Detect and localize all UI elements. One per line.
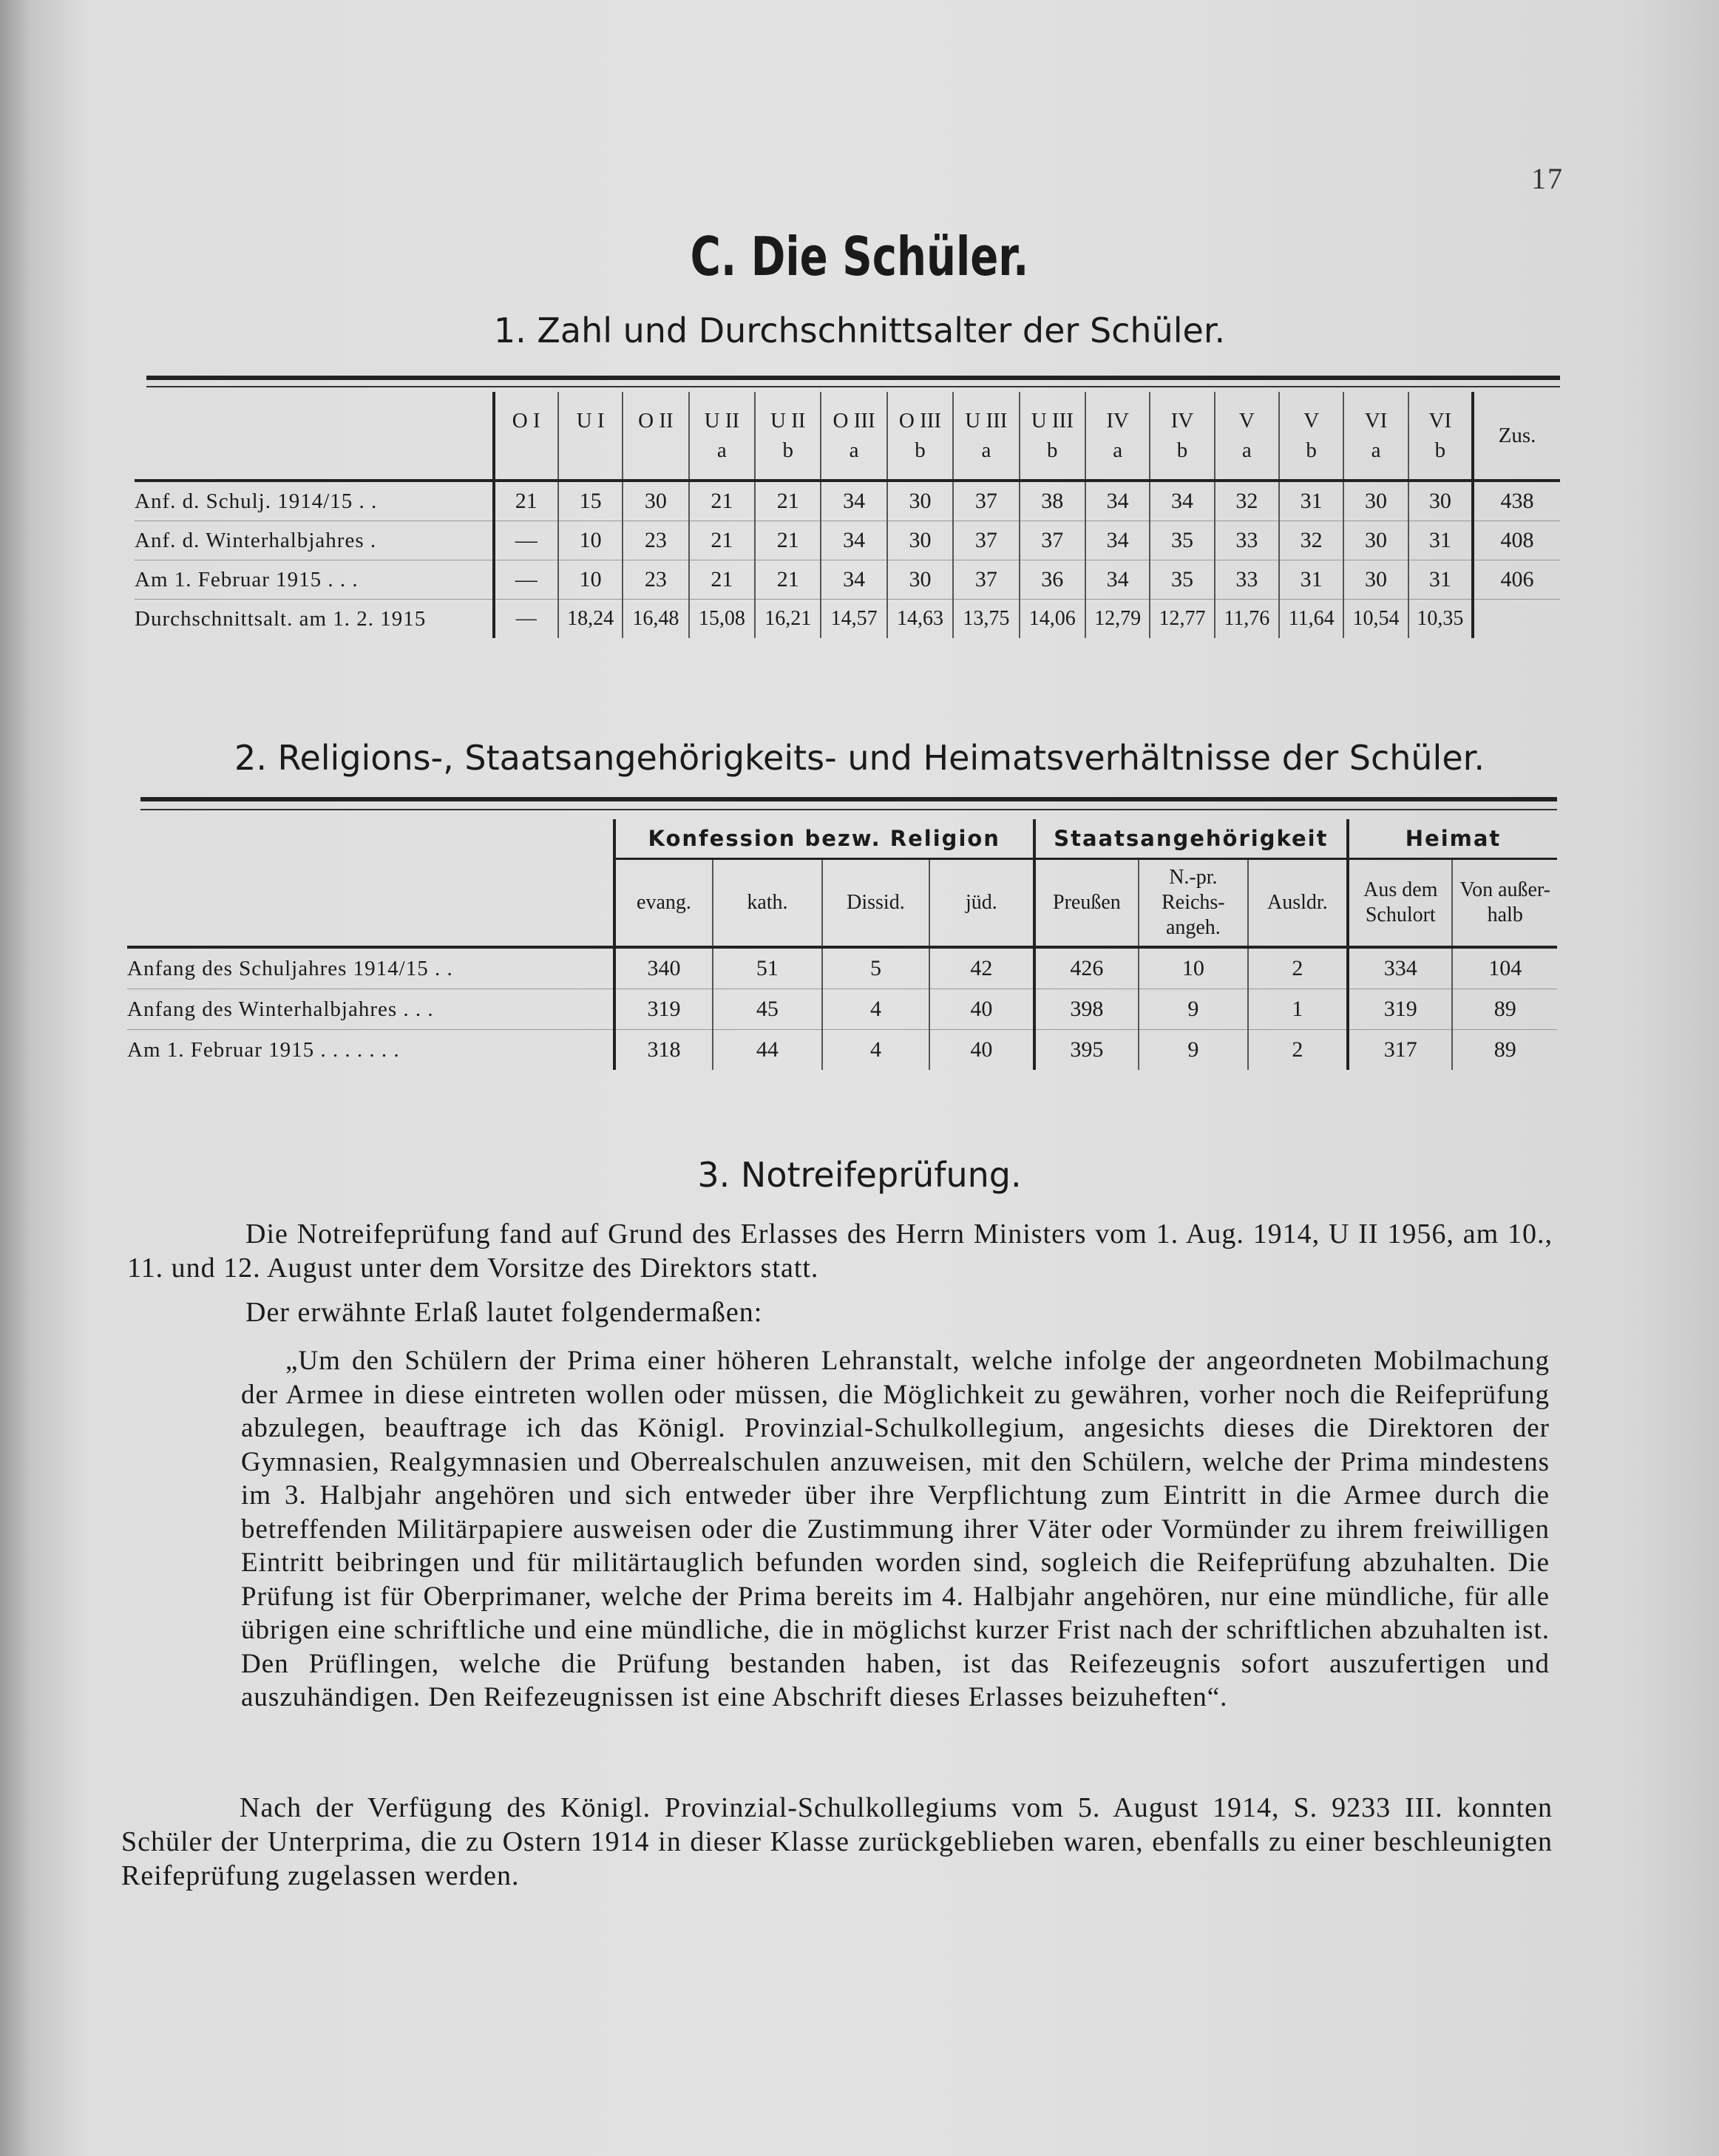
table-cell: 30	[623, 481, 688, 521]
table-cell: 1	[1248, 989, 1348, 1030]
table-cell: 30	[887, 521, 953, 560]
table-cell: 319	[614, 989, 713, 1030]
table-cell: 31	[1408, 521, 1473, 560]
table-cell: 5	[822, 947, 930, 989]
table-cell: 30	[1343, 521, 1408, 560]
column-header	[953, 392, 1019, 481]
column-header-division: b	[1176, 438, 1188, 462]
column-header-class: VI	[1428, 409, 1452, 433]
column-header: kath.	[713, 859, 822, 948]
table-cell-total	[1473, 600, 1560, 639]
group-header-religion: Konfession bezw. Religion	[614, 819, 1034, 859]
header-blank	[127, 819, 614, 947]
table-cell: 9	[1139, 989, 1248, 1030]
table-cell: 36	[1020, 560, 1085, 600]
table-cell: 31	[1279, 481, 1343, 521]
column-header-class: U II	[770, 409, 806, 433]
table-cell: 30	[1343, 481, 1408, 521]
table-cell: 35	[1150, 560, 1214, 600]
table-cell: 34	[1150, 481, 1214, 521]
column-header	[1215, 392, 1279, 481]
column-header-class: V	[1238, 409, 1255, 433]
table-cell: 398	[1034, 989, 1139, 1030]
table-cell: 33	[1215, 521, 1279, 560]
table-cell: 334	[1348, 947, 1452, 989]
section2-top-rule-thin	[140, 809, 1557, 810]
column-header-class: V	[1303, 409, 1320, 433]
table-cell: 21	[755, 481, 821, 521]
row-label: Anfang des Winterhalbjahres . . .	[127, 989, 614, 1030]
column-header-division: a	[1371, 438, 1381, 462]
row-label: Durchschnittsalt. am 1. 2. 1915	[135, 606, 427, 631]
table-cell: —	[494, 600, 558, 639]
table-cell-total: 438	[1473, 481, 1560, 521]
table-cell: 317	[1348, 1030, 1452, 1071]
column-header	[494, 392, 558, 481]
table-cell: 395	[1034, 1030, 1139, 1071]
row-label: Anfang des Schuljahres 1914/15 . .	[127, 947, 614, 989]
decree-quote: „Um den Schülern der Prima einer höheren Lehranstalt, welche infolge der angeordneten Mobilmachung der Armee in diese eintreten wollen oder müssen, die Möglichkeit zu gewähren, vorher noch die Reifeprüfung abzulegen, beauftrage ich das Königl. Provinzial-Schulkollegium, angesichts dieses die Direktoren der Gymnasien, Realgymnasien und Oberrealschulen anzuweisen, mit den Schülern, welche der Prima mindestens im 3. Halbjahr angehören und sich entweder über ihre Verpflichtung zum Eintritt in die Armee durch die betreffenden Militärpapiere ausweisen oder die Zustimmung ihrer Väter oder Vormünder zu ihrem freiwilligen Eintritt beibringen und für militärtauglich befunden worden sind, sogleich die Reifeprüfung abzuhalten. Die Prüfung ist für Oberprimaner, welche der Prima bereits im 4. Halbjahr angehören, nur eine mündliche, für alle übrigen eine schriftliche und eine mündliche, die in möglichst kurzer Frist nach der schriftlichen abzuhalten ist. Den Prüflingen, welche die Prüfung bestanden haben, ist das Reifezeugnis sofort auszufertigen und auszuhändigen. Den Reifezeugnissen ist eine Abschrift dieses Erlasses beizuheften“.	[241, 1346, 1550, 1712]
paragraph-decree-intro: Der erwähnte Erlaß lautet folgendermaßen:	[245, 1297, 763, 1328]
column-header	[821, 392, 886, 481]
table-cell: 44	[713, 1030, 822, 1071]
table-cell: 34	[1085, 481, 1150, 521]
column-header-division: b	[915, 438, 926, 462]
column-header-class: O III	[898, 409, 942, 433]
table-row	[135, 560, 1560, 600]
column-header	[755, 392, 821, 481]
table-cell: —	[494, 521, 558, 560]
table-cell: 89	[1452, 989, 1557, 1030]
column-header	[1279, 392, 1343, 481]
column-header-division: b	[782, 438, 793, 462]
column-header-class: O I	[512, 409, 540, 433]
table-cell: 18,24	[558, 600, 623, 639]
table-cell: 11,76	[1215, 600, 1279, 639]
column-header-division	[559, 435, 622, 465]
religion-citizenship-table	[127, 819, 1557, 1070]
column-header: Ausldr.	[1248, 859, 1348, 948]
table-cell-total: 406	[1473, 560, 1560, 600]
table-cell: 21	[689, 521, 755, 560]
table-cell: 10	[558, 560, 623, 600]
table-cell: 15,08	[689, 600, 755, 639]
paragraph-exam-date: Die Notreifeprüfung fand auf Grund des Erlasses des Herrn Ministers vom 1. Aug. 1914, U II 1956, am 10., 11. und 12. August unter dem Vorsitze des Direktors statt.	[127, 1218, 1553, 1284]
table-cell: 21	[755, 521, 821, 560]
header-blank	[135, 392, 494, 481]
column-header: N.-pr. Reichs-angeh.	[1139, 859, 1248, 948]
table-row	[135, 481, 1560, 521]
table-cell: 21	[689, 481, 755, 521]
table-cell: 14,06	[1020, 600, 1085, 639]
table-cell: 31	[1408, 560, 1473, 600]
column-header-division: a	[716, 438, 727, 462]
column-header-division	[623, 435, 688, 465]
table-cell: 34	[1085, 521, 1150, 560]
table-cell: 33	[1215, 560, 1279, 600]
table-cell: 89	[1452, 1030, 1557, 1071]
table-row	[127, 1030, 1557, 1071]
table-cell: 10	[558, 521, 623, 560]
table-cell: 40	[929, 1030, 1034, 1071]
table-cell: 51	[713, 947, 822, 989]
column-header-division: a	[981, 438, 991, 462]
column-header-class: IV	[1170, 409, 1194, 433]
enrollment-header-row	[135, 392, 1560, 481]
table-row	[127, 947, 1557, 989]
table-cell: 104	[1452, 947, 1557, 989]
column-header-class: O II	[638, 409, 674, 433]
column-header-class: O III	[833, 409, 875, 433]
table-cell: 10	[1139, 947, 1248, 989]
column-header	[689, 392, 755, 481]
section1-title: 1. Zahl und Durchschnittsalter der Schüler.	[493, 311, 1226, 350]
table-cell: 37	[1020, 521, 1085, 560]
table-cell: 10,54	[1343, 600, 1408, 639]
table-cell: 11,64	[1279, 600, 1343, 639]
column-header-division	[495, 435, 557, 465]
table-cell: 45	[713, 989, 822, 1030]
column-header	[1150, 392, 1214, 481]
page-number: 17	[1531, 162, 1564, 195]
enrollment-table	[135, 392, 1560, 638]
column-header	[1343, 392, 1408, 481]
main-heading: C. Die Schüler.	[690, 226, 1029, 288]
column-header: Preußen	[1034, 859, 1139, 948]
table-cell: 15	[558, 481, 623, 521]
section2-title: 2. Religions-, Staatsangehörigkeits- und Heimatsverhältnisse der Schüler.	[234, 738, 1485, 778]
table-cell: 40	[929, 989, 1034, 1030]
table-cell: 21	[494, 481, 558, 521]
column-header-class: U I	[576, 409, 605, 433]
table-cell: 42	[929, 947, 1034, 989]
column-header-division: a	[849, 438, 859, 462]
table-cell: 4	[822, 1030, 930, 1071]
row-label: Anf. d. Winterhalbjahres .	[135, 521, 494, 560]
column-header-class: VI	[1364, 409, 1388, 433]
table-row	[135, 521, 1560, 560]
column-header-class: U II	[704, 409, 740, 433]
column-header	[558, 392, 623, 481]
column-header-division: a	[1241, 438, 1252, 462]
table-cell: 13,75	[953, 600, 1019, 639]
row-label: Anf. d. Schulj. 1914/15 . .	[135, 481, 494, 521]
table-cell: 23	[623, 521, 688, 560]
section3-title: 3. Notreifeprüfung.	[697, 1155, 1022, 1195]
paragraph-unterprima: Nach der Verfügung des Königl. Provinzial-Schulkollegiums vom 5. August 1914, S. 9233 III. konnten Schüler der Unterprima, die zu Ostern 1914 in dieser Klasse zurückgeblieben waren, ebenfalls zu einer beschleunigten Reifeprüfung zugelassen werden.	[121, 1792, 1553, 1891]
column-header: Dissid.	[822, 859, 930, 948]
table-cell: 16,48	[623, 600, 688, 639]
group-header-row	[127, 819, 1557, 859]
group-header-citizenship: Staatsangehörigkeit	[1034, 819, 1348, 859]
column-header-division: b	[1434, 438, 1446, 462]
section1-top-rule-thin	[146, 386, 1560, 387]
table-cell: 34	[821, 560, 886, 600]
column-header	[1020, 392, 1085, 481]
row-label: Am 1. Februar 1915 . . . . . . .	[127, 1037, 400, 1062]
column-header: Aus dem Schulort	[1348, 859, 1452, 948]
table-row	[135, 600, 1560, 639]
column-header-class: U III	[1031, 409, 1074, 433]
table-cell: 32	[1279, 521, 1343, 560]
table-cell: 340	[614, 947, 713, 989]
section1-top-rule	[146, 376, 1560, 380]
table-cell: 4	[822, 989, 930, 1030]
column-header-division: a	[1113, 438, 1123, 462]
column-header	[887, 392, 953, 481]
table-cell-total: 408	[1473, 521, 1560, 560]
table-cell: 37	[953, 560, 1019, 600]
table-cell: 34	[1085, 560, 1150, 600]
table-cell: 30	[887, 481, 953, 521]
table-cell: 14,63	[887, 600, 953, 639]
table-cell: 30	[887, 560, 953, 600]
column-header-total: Zus.	[1473, 392, 1560, 481]
column-header: jüd.	[929, 859, 1034, 948]
table-cell: 30	[1408, 481, 1473, 521]
column-header: Von außer-halb	[1452, 859, 1557, 948]
table-cell: 31	[1279, 560, 1343, 600]
table-cell: 426	[1034, 947, 1139, 989]
table-cell: 16,21	[755, 600, 821, 639]
column-header	[623, 392, 688, 481]
table-cell: 37	[953, 521, 1019, 560]
table-cell: 14,57	[821, 600, 886, 639]
table-cell: 9	[1139, 1030, 1248, 1071]
table-cell: 2	[1248, 1030, 1348, 1071]
column-header-division: b	[1047, 438, 1058, 462]
table-cell: 34	[821, 481, 886, 521]
table-cell: 38	[1020, 481, 1085, 521]
section2-top-rule	[140, 797, 1557, 801]
table-cell: 30	[1343, 560, 1408, 600]
table-cell: 35	[1150, 521, 1214, 560]
table-cell: 23	[623, 560, 688, 600]
table-cell: 12,79	[1085, 600, 1150, 639]
table-cell: 318	[614, 1030, 713, 1071]
table-cell: 21	[689, 560, 755, 600]
table-cell: 10,35	[1408, 600, 1473, 639]
table-cell: 34	[821, 521, 886, 560]
column-header-class: IV	[1106, 409, 1129, 433]
row-label: Am 1. Februar 1915 . . .	[135, 560, 494, 600]
table-row	[127, 989, 1557, 1030]
column-header: evang.	[614, 859, 713, 948]
column-header	[1085, 392, 1150, 481]
column-header	[1408, 392, 1473, 481]
table-cell: 12,77	[1150, 600, 1214, 639]
table-cell: 32	[1215, 481, 1279, 521]
table-cell: 21	[755, 560, 821, 600]
column-header-division: b	[1306, 438, 1317, 462]
table-cell: 2	[1248, 947, 1348, 989]
group-header-home: Heimat	[1348, 819, 1557, 859]
table-cell: —	[494, 560, 558, 600]
table-cell: 37	[953, 481, 1019, 521]
table-cell: 319	[1348, 989, 1452, 1030]
column-header-class: U III	[965, 409, 1008, 433]
